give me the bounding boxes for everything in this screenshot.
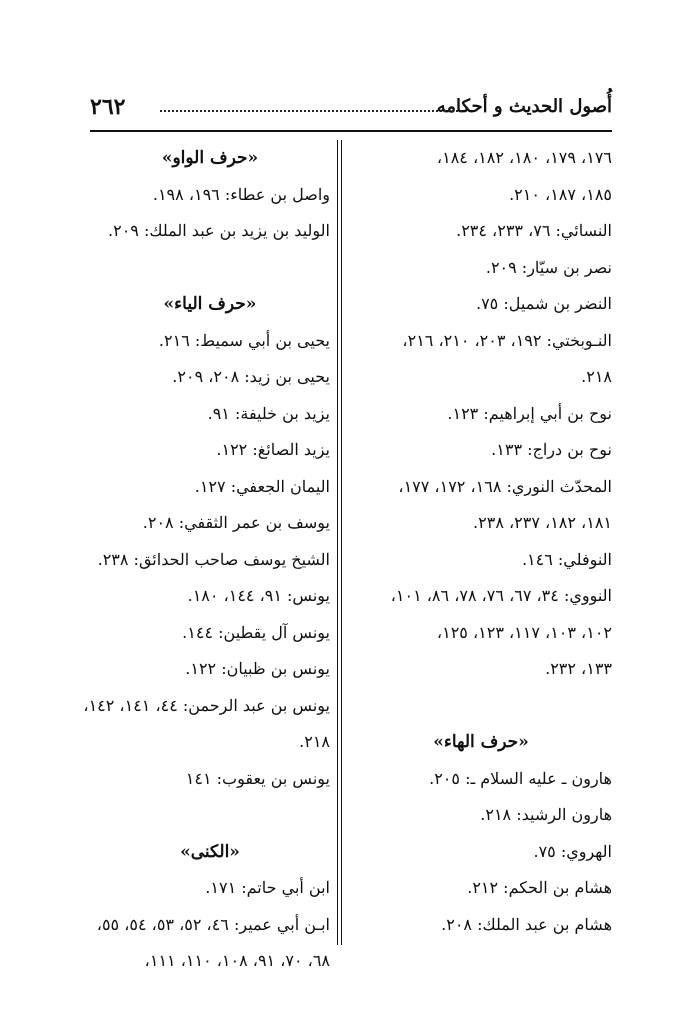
index-entry: المحدّث النوري: ١٦٨، ١٧٢، ١٧٧،	[398, 476, 612, 496]
section-gap	[350, 688, 612, 725]
index-entry: نوح بن دراج: ١٣٣.	[491, 440, 612, 459]
section-gap	[90, 797, 330, 834]
index-entry: يونس آل يقطين: ١٤٤.	[182, 622, 330, 642]
index-entry: هشام بن عبد الملك: ٢٠٨.	[441, 914, 612, 934]
index-entry: النضر بن شميل: ٧٥.	[475, 294, 612, 313]
section-heading: «حرف الهاء»	[433, 732, 529, 752]
index-entry: يحيى بن زيد: ٢٠٨، ٢٠٩.	[172, 367, 330, 386]
index-entry: يونس: ٩١، ١٤٤، ١٨٠.	[187, 586, 330, 605]
index-entry: ١٨٥، ١٨٧، ٢١٠.	[509, 184, 612, 204]
index-entry: هارون ـ عليه السلام ـ: ٢٠٥.	[429, 768, 612, 788]
page-title: أُصول الحديث و أحكامه	[431, 96, 612, 117]
index-entry: يزيد بن خليفة: ٩١.	[207, 403, 330, 423]
index-entry: ٢١٨.	[581, 367, 612, 386]
section-heading: «حرف الواو»	[161, 148, 259, 168]
index-entry: الشيخ يوسف صاحب الحدائق: ٢٣٨.	[97, 549, 330, 569]
index-entry: ١٣٣، ٢٣٢.	[545, 659, 612, 678]
index-entry: يزيد الصائغ: ١٢٢.	[216, 440, 330, 459]
index-entry: ابن أبي حاتم: ١٧١.	[205, 878, 330, 897]
index-column-left	[83, 140, 330, 980]
index-entry: ١٧٦، ١٧٩، ١٨٠، ١٨٢، ١٨٤،	[436, 148, 612, 167]
index-entry: نوح بن أبي إبراهيم: ١٢٣.	[447, 403, 612, 423]
index-entry: ابـن أبي عمير: ٤٦، ٥٢، ٥٣، ٥٤، ٥٥،	[96, 914, 330, 934]
page-header	[90, 92, 612, 128]
index-entry: النووي: ٣٤، ٦٧، ٧٦، ٧٨، ٨٦، ١٠١،	[390, 586, 612, 605]
index-entry: هشام بن الحكم: ٢١٢.	[467, 878, 612, 897]
index-entry: الهروي: ٧٥.	[533, 841, 612, 861]
section-gap	[90, 250, 330, 287]
index-entry: واصل بن عطاء: ١٩٦، ١٩٨.	[152, 184, 330, 204]
index-entry: يحيى بن أبي سميط: ٢١٦.	[158, 330, 330, 350]
column-divider	[337, 140, 342, 945]
index-entry: النـوبختي: ١٩٢، ٢٠٣، ٢١٠، ٢١٦،	[402, 330, 612, 350]
index-column-right	[350, 140, 612, 943]
index-entry: ١٨١، ١٨٢، ٢٣٧، ٢٣٨.	[473, 513, 612, 532]
index-entry: نصر بن سيّار: ٢٠٩.	[485, 257, 612, 277]
index-entry: هارون الرشيد: ٢١٨.	[480, 805, 612, 824]
index-entry: الوليد بن يزيد بن عبد الملك: ٢٠٩.	[108, 221, 330, 240]
index-entry: ٦٨، ٧٠، ٩١، ١٠٨، ١١٠، ١١١،	[144, 951, 330, 970]
section-heading: «الكنى»	[180, 841, 240, 862]
header-dot-leader	[160, 110, 462, 112]
index-entry: النوفلي: ١٤٦.	[521, 549, 612, 569]
index-entry: يونس بن عبد الرحمن: ٤٤، ١٤١، ١٤٢،	[83, 695, 330, 715]
section-heading: «حرف الياء»	[163, 294, 257, 314]
index-entry: ٢١٨.	[299, 732, 330, 751]
index-entry: يونس بن يعقوب: ١٤١	[185, 768, 330, 788]
header-rule	[90, 130, 612, 132]
index-entry: ١٠٢، ١٠٣، ١١٧، ١٢٣، ١٢٥،	[436, 622, 612, 642]
index-entry: اليمان الجعفي: ١٢٧.	[194, 476, 330, 496]
index-entry: يونس بن ظبيان: ١٢٢.	[185, 659, 330, 678]
index-entry: النسائي: ٧٦، ٢٣٣، ٢٣٤.	[456, 221, 612, 240]
index-entry: يوسف بن عمر الثقفي: ٢٠٨.	[142, 513, 330, 532]
page-number: ٢٦٢	[90, 94, 126, 120]
